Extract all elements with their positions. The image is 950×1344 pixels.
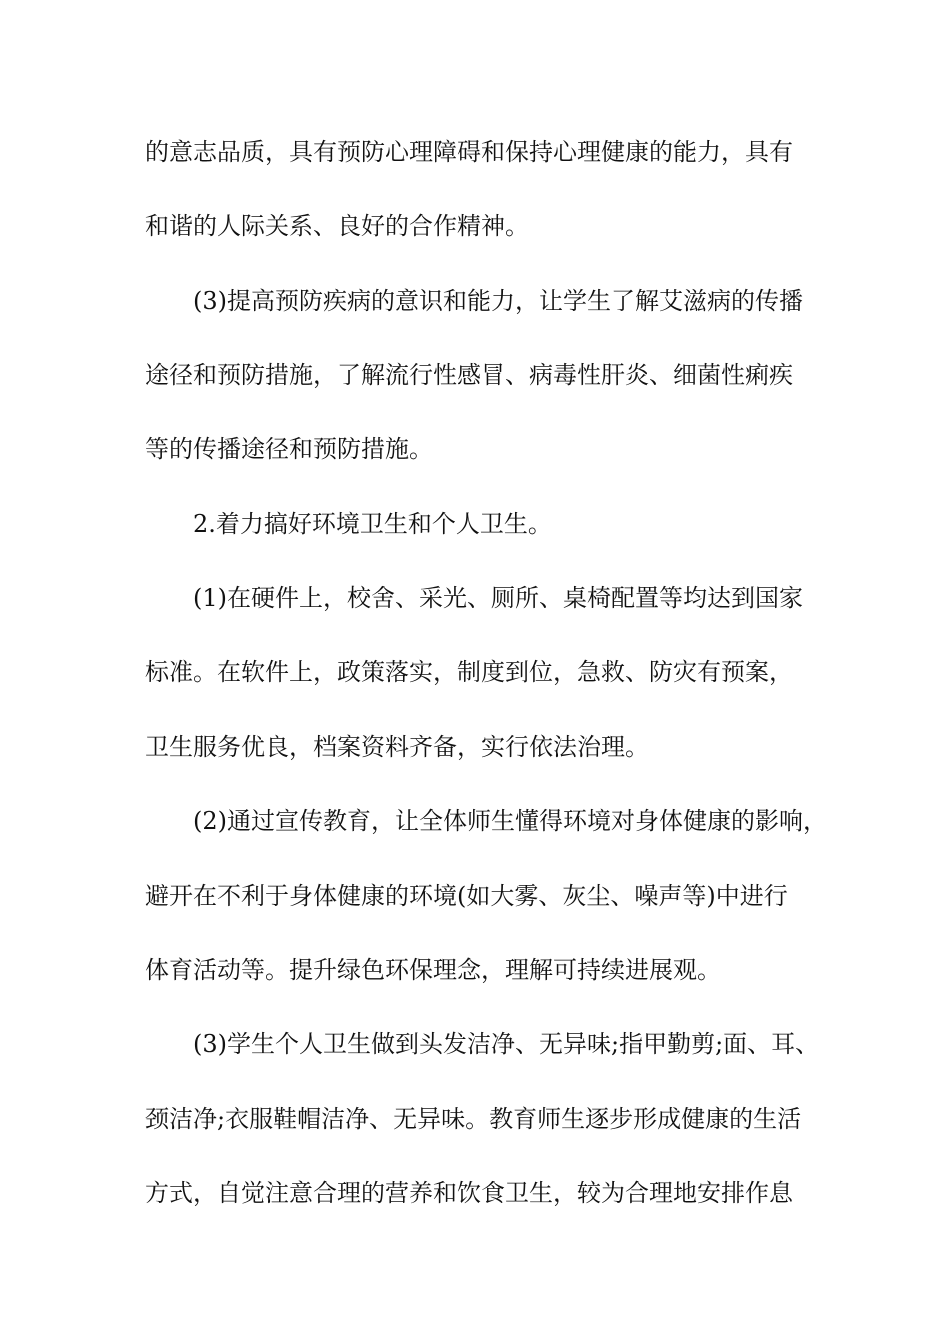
paragraph-line: (3)学生个人卫生做到头发洁净、无异味;指甲勤剪;面、耳、	[193, 1030, 820, 1058]
text-line: 避开在不利于身体健康的环境(如大雾、灰尘、噪声等)中进行	[145, 882, 788, 910]
text-line: 标准。在软件上，政策落实，制度到位，急救、防灾有预案，	[145, 658, 793, 686]
paragraph-line: (3)提高预防疾病的意识和能力，让学生了解艾滋病的传播	[193, 287, 803, 315]
text-line: 等的传播途径和预防措施。	[145, 435, 433, 463]
section-heading: 2.着力搞好环境卫生和个人卫生。	[193, 510, 552, 538]
text-line: 的意志品质，具有预防心理障碍和保持心理健康的能力，具有	[145, 138, 793, 166]
text-line: 体育活动等。提升绿色环保理念，理解可持续进展观。	[145, 956, 721, 984]
paragraph-line: (2)通过宣传教育，让全体师生懂得环境对身体健康的影响，	[193, 807, 827, 835]
text-line: 方式，自觉注意合理的营养和饮食卫生，较为合理地安排作息	[145, 1179, 793, 1207]
text-line: 途径和预防措施，了解流行性感冒、病毒性肝炎、细菌性痢疾	[145, 361, 793, 389]
text-line: 颈洁净;衣服鞋帽洁净、无异味。教育师生逐步形成健康的生活	[145, 1105, 802, 1133]
text-line: 卫生服务优良，档案资料齐备，实行依法治理。	[145, 733, 649, 761]
paragraph-line: (1)在硬件上，校舍、采光、厕所、桌椅配置等均达到国家	[193, 584, 803, 612]
text-line: 和谐的人际关系、良好的合作精神。	[145, 212, 529, 240]
